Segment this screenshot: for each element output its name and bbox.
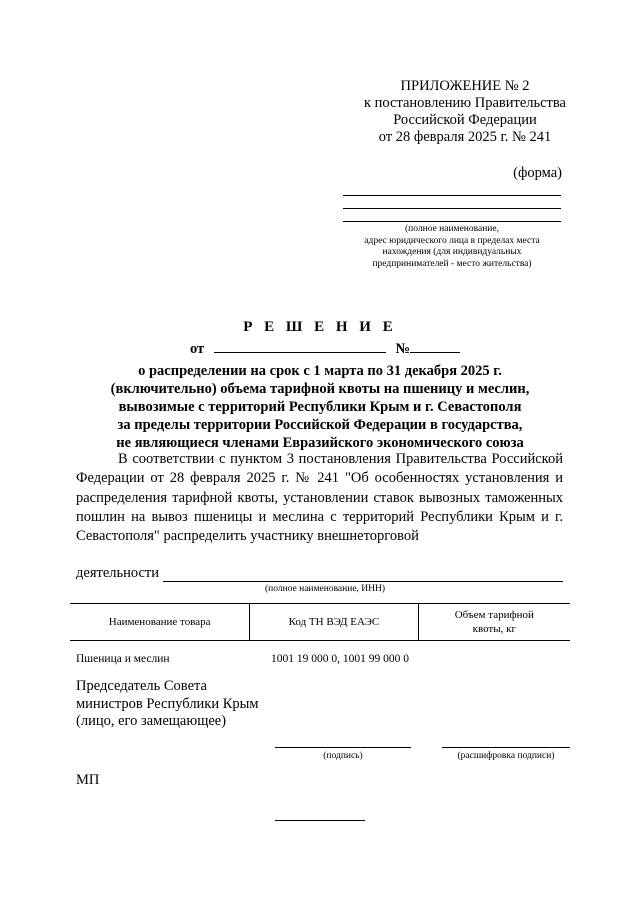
subject-line-2: (включительно) объема тарифной квоты на пшеницу и меслин,: [110, 381, 530, 397]
signer-block: [76, 678, 259, 731]
addressee-line-1: [343, 195, 561, 196]
address-caption-line-1: (полное наименование,: [405, 224, 499, 234]
decision-title: Р Е Ш Е Н И Е: [243, 319, 397, 335]
number-label: №: [395, 341, 411, 357]
activity-line: [76, 565, 563, 582]
subject-line-4: за пределы территории Российской Федерации в государства,: [117, 417, 523, 433]
address-caption: [340, 224, 564, 270]
decision-date-number-line: [190, 339, 460, 358]
row-product-code: 1001 19 000 0, 1001 99 000 0: [271, 653, 409, 665]
address-caption-line-2: адрес юридического лица в пределах места: [364, 235, 540, 246]
signature-caption: (подпись): [323, 751, 363, 761]
header-volume-text: Объем тарифной квоты, кг: [454, 609, 534, 635]
form-label: (форма): [513, 165, 562, 181]
appendix-line-4: от 28 февраля 2025 г. № 241: [378, 129, 552, 145]
subject-line-1: о распределении на срок с 1 марта по 31 декабря 2025 г.: [138, 363, 502, 379]
row-product-name: Пшеница и меслин: [76, 653, 170, 665]
signature-line: [275, 747, 411, 748]
inn-caption: (полное наименование, ИНН): [264, 584, 386, 594]
header-product-name: Наименование товара: [108, 616, 211, 628]
header-code: Код ТН ВЭД ЕАЭС: [249, 604, 417, 640]
date-blank: [214, 339, 386, 353]
header-volume: [418, 604, 570, 640]
subject-line-3: вывозимые с территорий Республики Крым и г. Севастополя: [118, 399, 522, 415]
address-caption-line-3: нахождения (для индивидуальных: [382, 247, 522, 257]
appendix-number: ПРИЛОЖЕНИЕ № 2: [400, 78, 530, 94]
body-paragraph: В соответствии с пунктом 3 постановления Правительства Российской Федерации от 28 февраля 2025 г. № 241 "Об особенностях установления и распределения тарифной квоты, установлении ставок вывозных таможенных пошлин на вывоз пшеницы и меслина с территорий Республики Крым и г. Севастополя" распределить участнику внешнеторговой: [76, 451, 563, 545]
stamp-label: МП: [76, 772, 100, 788]
number-blank: [410, 339, 460, 353]
decoding-caption: (расшифровка подписи): [457, 751, 555, 761]
quota-table: [70, 603, 570, 641]
activity-label: деятельности: [76, 565, 160, 581]
table-header-row: [70, 604, 570, 640]
decoding-line: [442, 747, 570, 748]
addressee-line-3: [343, 221, 561, 222]
signer-line-1: Председатель Совета: [76, 678, 207, 694]
participant-blank: [163, 567, 563, 582]
appendix-line-3: Российской Федерации: [393, 112, 537, 128]
footer-separator: [275, 820, 365, 821]
decision-subject: [60, 362, 580, 452]
addressee-line-2: [343, 208, 561, 209]
appendix-line-2: к постановлению Правительства: [364, 95, 566, 111]
address-caption-line-4: предпринимателей - место жительства): [372, 258, 532, 269]
signer-line-3: (лицо, его замещающее): [76, 713, 227, 729]
subject-line-5: не являющиеся членами Евразийского экономического союза: [116, 435, 524, 451]
appendix-header: [330, 78, 600, 146]
from-label: от: [190, 341, 205, 357]
signer-line-2: министров Республики Крым: [76, 695, 259, 712]
